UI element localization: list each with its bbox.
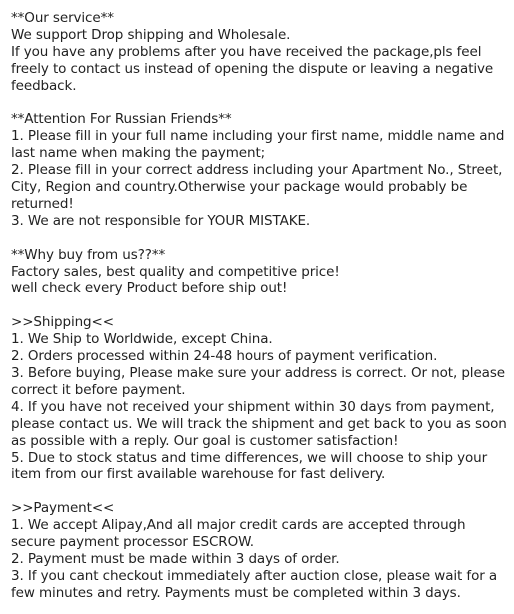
paragraph-line: well check every Product before ship out! xyxy=(11,280,288,297)
paragraph-line: We support Drop shipping and Wholesale. xyxy=(11,26,291,43)
payment-section xyxy=(11,500,507,601)
paragraph-line: 1. We accept Alipay,And all major credit cards are accepted through secure payment processor ESCROW. xyxy=(11,517,466,551)
paragraph-line: 2. Orders processed within 24-48 hours of payment verification. xyxy=(11,348,438,365)
paragraph-line: 1. Please fill in your full name including your first name, middle name and last name when making the payment; xyxy=(11,128,505,162)
our-service-section xyxy=(11,10,507,95)
paragraph-line: 1. We Ship to Worldwide, except China. xyxy=(11,331,273,348)
paragraph-line: 2. Payment must be made within 3 days of order. xyxy=(11,550,340,567)
paragraph-line: 4. If you have not received your shipment within 30 days from payment, please contact us. We will track the shipment and get back to you as soon as possible with a reply. Our goal is customer satisfaction! xyxy=(11,398,507,449)
why-buy-section xyxy=(11,247,507,298)
paragraph-line: Factory sales, best quality and competitive price! xyxy=(11,263,340,280)
section-heading: **Our service** xyxy=(11,10,114,26)
paragraph-line: 3. Before buying, Please make sure your address is correct. Or not, please correct it before payment. xyxy=(11,364,505,398)
shipping-section xyxy=(11,314,507,483)
section-heading: **Why buy from us??** xyxy=(11,246,166,263)
store-policy-document xyxy=(11,10,507,602)
section-heading: **Attention For Russian Friends** xyxy=(11,111,232,128)
paragraph-line: 5. Due to stock status and time differences, we will choose to ship your item from our first available warehouse for fast delivery. xyxy=(11,449,488,483)
section-heading: >>Payment<< xyxy=(11,500,115,517)
paragraph-line: 2. Please fill in your correct address including your Apartment No., Street, City, Region and country.Otherwise your package would probably be returned! xyxy=(11,162,503,212)
paragraph-line: 3. We are not responsible for YOUR MISTAKE. xyxy=(11,212,311,229)
section-heading: >>Shipping<< xyxy=(11,314,114,331)
attention-section xyxy=(11,111,507,229)
paragraph-line: 3. If you cant checkout immediately after auction close, please wait for a few minutes and retry. Payments must be completed within 3 days. xyxy=(11,567,498,601)
paragraph-line: If you have any problems after you have received the package,pls feel freely to contact us instead of opening the dispute or leaving a negative feedback. xyxy=(11,43,494,94)
